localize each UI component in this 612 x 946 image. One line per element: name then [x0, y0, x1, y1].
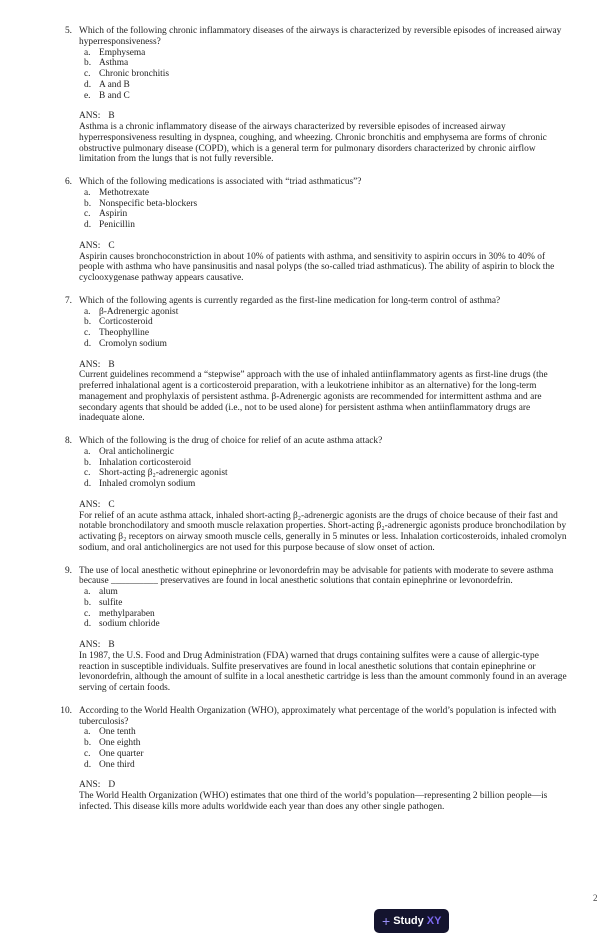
plus-icon: + — [382, 912, 391, 929]
options-list — [79, 307, 568, 350]
question-text: According to the World Health Organization (WHO), approximately what percentage of the world’s population is infected with tuberculosis? — [79, 705, 557, 727]
answer-line — [79, 241, 568, 252]
option-letter: d. — [84, 759, 92, 770]
option-row — [79, 760, 568, 771]
option-letter: b. — [84, 58, 92, 69]
option-row — [79, 458, 568, 469]
option-text: One quarter — [99, 748, 144, 759]
option-letter: a. — [84, 587, 91, 597]
option-letter: c. — [84, 748, 91, 759]
option-letter: c. — [84, 468, 91, 479]
page-number: 2 — [593, 893, 598, 903]
options-list — [79, 447, 568, 490]
answer-explanation: Aspirin causes bronchoconstriction in about 10% of patients with asthma, and sensitivity to aspirin occurs in 30% to 40% of people with asthma who have pansinusitis and nasal polyps (the so-called triad asthmaticus). The ability of aspirin to block the cyclooxygenase pathway appears causative. — [79, 251, 555, 283]
option-text: Asthma — [99, 58, 129, 69]
question-block — [0, 296, 612, 424]
option-text: A and B — [99, 79, 130, 90]
option-text: methylparaben — [99, 608, 155, 619]
option-text: alum — [99, 587, 118, 597]
option-text: sulfite — [99, 597, 123, 608]
logo-text-xy: XY — [426, 914, 442, 927]
question-text: The use of local anesthetic without epinephrine or levonordefrin may be advisable for patients with moderate to severe asthma because __________ preservatives are found in local anesthetic solutions that contain epinephrine or levonordefrin. — [79, 565, 554, 587]
option-letter: b. — [84, 317, 92, 328]
option-letter: a. — [84, 306, 91, 317]
option-text: Theophylline — [99, 328, 149, 338]
option-letter: d. — [84, 619, 92, 630]
answer-value: B — [108, 111, 115, 122]
question-text: Which of the following agents is currently regarded as the first-line medication for long-term control of asthma? — [79, 295, 501, 306]
option-text: Aspirin — [99, 209, 128, 220]
option-letter: a. — [84, 47, 91, 58]
option-letter: d. — [84, 79, 92, 90]
option-text: One eighth — [99, 738, 141, 748]
option-row — [79, 199, 568, 210]
option-text: β-Adrenergic agonist — [99, 306, 179, 317]
option-row — [79, 738, 568, 749]
answer-label: ANS: — [79, 640, 101, 650]
options-list — [79, 48, 568, 102]
question-number: 6. — [64, 177, 72, 187]
option-letter: b. — [84, 457, 92, 468]
answer-label: ANS: — [79, 499, 101, 510]
answer-explanation: Current guidelines recommend a “stepwise” approach with the use of inhaled antiinflammatory agents as first-line drugs (the preferred inhalational agent is a corticosteroid preparation, with a leukotriene inhibitor as an alternative) for the long-term management and prophylaxis of persistent asthma. β-Adrenergic agonists are recommended for intermittent asthma and are secondary agents that should be added (i.e., not to be used alone) for persistent asthma when antiinflammatory drugs are inadequate alone. — [79, 370, 548, 424]
option-row — [79, 80, 568, 91]
answer-value: C — [108, 499, 115, 510]
answer-label: ANS: — [79, 359, 101, 370]
question-number: 8. — [64, 436, 72, 446]
option-row — [79, 447, 568, 458]
answer-label: ANS: — [79, 240, 101, 251]
options-list — [79, 727, 568, 770]
question-number: 5. — [64, 26, 72, 36]
answer-line — [79, 360, 568, 371]
option-row — [79, 339, 568, 350]
option-row — [79, 749, 568, 760]
options-list — [79, 587, 568, 630]
option-text: Oral anticholinergic — [99, 446, 175, 457]
option-letter: a. — [84, 446, 91, 457]
answer-explanation: Asthma is a chronic inflammatory disease of the airways characterized by reversible episodes of increased airway hyperresponsiveness resulting in dyspnea, coughing, and wheezing. Chronic bronchitis and emphysema are forms of chronic obstructive pulmonary disease (COPD), which is a general term for pulmonary disorders characterized by chronic airflow limitation from the lungs that is not fully reversible. — [79, 122, 547, 165]
option-row — [79, 479, 568, 490]
option-letter: b. — [84, 198, 92, 209]
answer-label: ANS: — [79, 780, 101, 791]
option-text: One third — [99, 759, 135, 770]
option-row — [79, 727, 568, 738]
option-letter: d. — [84, 338, 92, 349]
option-letter: c. — [84, 69, 91, 79]
question-text: Which of the following chronic inflammatory diseases of the airways is characterized by reversible episodes of increased airway hyperresponsiveness? — [79, 26, 562, 47]
option-text: Corticosteroid — [99, 317, 153, 328]
answer-line — [79, 780, 568, 791]
option-letter: a. — [84, 187, 91, 198]
option-text: Penicillin — [99, 220, 135, 230]
answer-line — [79, 111, 568, 122]
question-block — [0, 706, 612, 813]
option-text: Methotrexate — [99, 187, 149, 198]
question-text: Which of the following medications is associated with “triad asthmaticus”? — [79, 177, 362, 187]
option-row — [79, 619, 568, 630]
answer-value: B — [108, 640, 115, 650]
option-row — [79, 587, 568, 598]
option-row — [79, 209, 568, 220]
option-row — [79, 220, 568, 231]
option-letter: d. — [84, 220, 92, 230]
question-text: Which of the following is the drug of choice for relief of an acute asthma attack? — [79, 436, 383, 446]
answer-value: B — [108, 359, 115, 370]
option-row — [79, 328, 568, 339]
option-text: Chronic bronchitis — [99, 69, 170, 79]
option-row — [79, 69, 568, 80]
option-text: Cromolyn sodium — [99, 338, 167, 349]
question-number: 7. — [64, 295, 72, 306]
option-letter: b. — [84, 597, 92, 608]
question-block — [0, 436, 612, 554]
option-text: Emphysema — [99, 47, 146, 58]
option-row — [79, 58, 568, 69]
option-row — [79, 468, 568, 479]
answer-explanation: In 1987, the U.S. Food and Drug Administration (FDA) warned that drugs containing sulfites were a cause of allergic-type reaction in susceptible individuals. Sulfite preservatives are found in local anesthetic solutions that contain epinephrine or levonordefrin, although the amount of sulfite in a local anesthetic cartridge is less than the amount commonly found in an average serving of certain foods. — [79, 650, 567, 693]
option-row — [79, 317, 568, 328]
logo-text-study: Study — [393, 914, 424, 927]
question-block — [0, 566, 612, 694]
option-row — [79, 48, 568, 59]
question-block — [0, 177, 612, 284]
option-letter: c. — [84, 608, 91, 619]
studyxy-logo — [374, 909, 449, 933]
option-letter: c. — [84, 209, 91, 220]
option-letter: d. — [84, 479, 92, 489]
option-text: Inhalation corticosteroid — [99, 457, 191, 468]
option-text: Inhaled cromolyn sodium — [99, 479, 196, 489]
answer-explanation: For relief of an acute asthma attack, inhaled short-acting β₂-adrenergic agonists are the drugs of choice because of their fast and notable bronchodilatory and smooth muscle relaxation properties. Short-acting β₂-adrenergic agonists produce bronchodilation by activating β₂ receptors on airway smooth muscle cells, generally in 5 minutes or less. Inhalation corticosteroids, inhaled cromolyn sodium, and oral anticholinergics are not used for this purpose because of slow onset of action. — [79, 510, 567, 553]
option-row — [79, 609, 568, 620]
option-row — [79, 91, 568, 102]
option-row — [79, 598, 568, 609]
options-list — [79, 188, 568, 231]
option-letter: b. — [84, 738, 92, 748]
option-letter: c. — [84, 328, 91, 338]
question-number: 9. — [64, 565, 72, 576]
answer-label: ANS: — [79, 111, 101, 122]
option-text: B and C — [99, 90, 130, 101]
question-block — [0, 26, 612, 165]
option-text: sodium chloride — [99, 619, 160, 630]
option-letter: e. — [84, 90, 91, 101]
answer-line — [79, 500, 568, 511]
questions-area — [0, 26, 612, 825]
answer-value: D — [108, 780, 116, 791]
question-number: 10. — [60, 705, 72, 716]
option-row — [79, 307, 568, 318]
option-text: Short-acting β₂-adrenergic agonist — [99, 468, 228, 479]
answer-line — [79, 640, 568, 651]
answer-explanation: The World Health Organization (WHO) estimates that one third of the world’s population—representing 2 billion people—is infected. This disease kills more adults worldwide each year than does any other single pathogen. — [79, 791, 548, 812]
option-text: One tenth — [99, 727, 136, 738]
option-letter: a. — [84, 727, 91, 738]
option-row — [79, 188, 568, 199]
answer-value: C — [108, 240, 115, 251]
option-text: Nonspecific beta-blockers — [99, 198, 198, 209]
